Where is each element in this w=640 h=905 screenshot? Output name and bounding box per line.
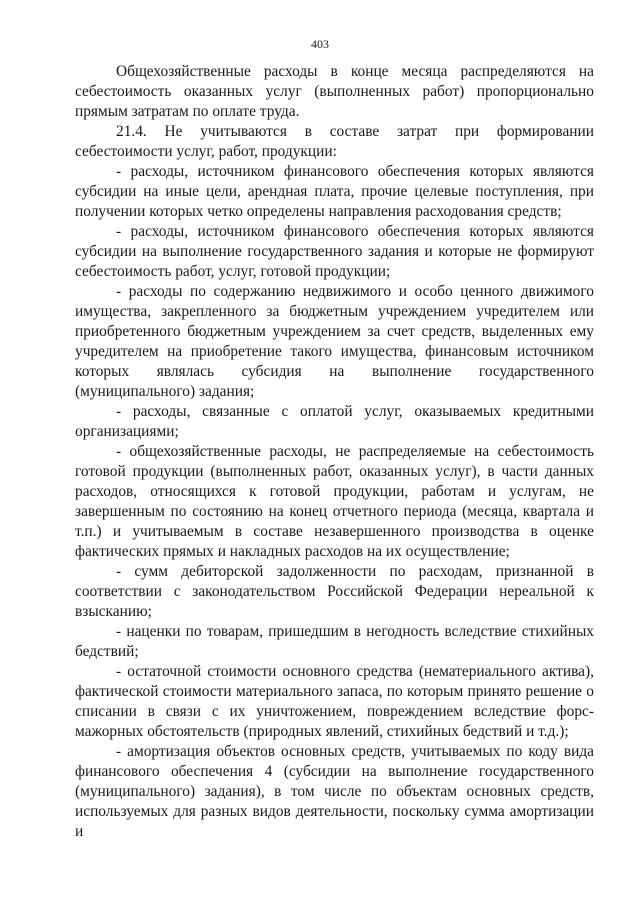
list-item-state-task-expenses: - расходы, источником финансового обеспечения которых являются субсидии на выполнение государственного задания и которые не формируют себестоимость работ, услуг, готовой продукции; — [75, 223, 594, 280]
page-number: 403 — [311, 37, 329, 51]
document-body — [75, 62, 594, 842]
list-item-undistributed-overhead: - общехозяйственные расходы, не распределяемые на себестоимость готовой продукции (выполненных работ, оказанных услуг), в части данных расходов, относящихся к готовой продукции, работам и услугам, не завершенным по состоянию на конец отчетного периода (месяца, квартала и т.п.) и учитываемым в составе незавершенного производства в оценке фактических прямых и накладных расходов на их осуществление; — [75, 443, 594, 560]
list-item-other-purpose-subsidies: - расходы, источником финансового обеспечения которых являются субсидии на иные цели, арендная плата, прочие целевые поступления, при получении которых четко определены направления расходования средств; — [75, 163, 594, 220]
list-item-credit-services: - расходы, связанные с оплатой услуг, оказываемых кредитными организациями; — [75, 403, 594, 440]
list-item-receivables: - сумм дебиторской задолженности по расходам, признанной в соответствии с законодательством Российской Федерации нереальной к взысканию; — [75, 563, 594, 620]
list-item-property-maintenance: - расходы по содержанию недвижимого и особо ценного движимого имущества, закрепленного за бюджетным учреждением учредителем или приобретенного бюджетным учреждением за счет средств, выделенных ему учредителем на приобретение такого имущества, финансовым источником которых являлась субсидия на выполнение государственного (муниципального) задания; — [75, 283, 594, 400]
paragraph-overhead-distribution: Общехозяйственные расходы в конце месяца распределяются на себестоимость оказанных услуг (выполненных работ) пропорционально прямым затратам по оплате труда. — [75, 63, 594, 120]
list-item-depreciation: - амортизация объектов основных средств, учитываемых по коду вида финансового обеспечения 4 (субсидии на выполнение государственного (муниципального) задания), в том числе по объектам основных средств, используемых для разных видов деятельности, поскольку сумма амортизации и — [75, 743, 594, 840]
list-item-markup-disasters: - наценки по товарам, пришедшим в негодность вследствие стихийных бедствий; — [75, 623, 594, 660]
list-item-residual-value: - остаточной стоимости основного средства (нематериального актива), фактической стоимости материального запаса, по которым принято решение о списании в связи с их уничтожением, повреждением вследствие форс-мажорных обстоятельств (природных явлений, стихийных бедствий и т.д.); — [75, 663, 594, 740]
paragraph-section-21-4: 21.4. Не учитываются в составе затрат при формировании себестоимости услуг, работ, продукции: — [75, 123, 594, 160]
